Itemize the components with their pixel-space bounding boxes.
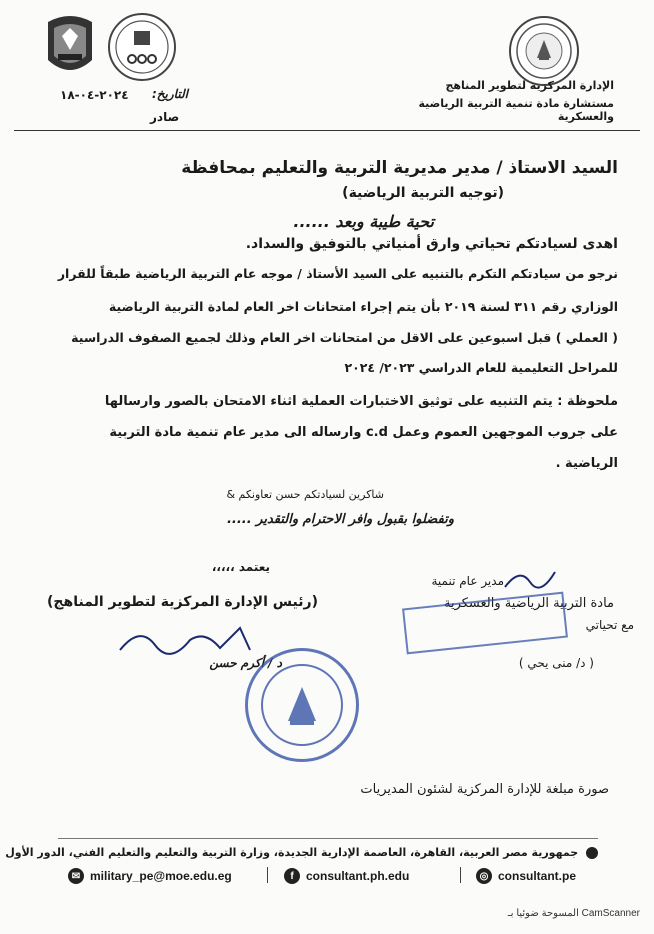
note-line-1: ملحوظة : يتم التنبيه على توثيق الاختبارات العملية اثناء الامتحان بالصور وارسالها: [104, 394, 618, 409]
footer-contacts: [62, 865, 602, 887]
greeting-line: تحية طيبة وبعد ......: [293, 212, 434, 231]
footer-address-text: جمهورية مصر العربية، القاهرة، العاصمة الإدارية الجديدة، وزارة التربية والتعليم والتعليم الفني، الدور الأول: [5, 846, 579, 859]
footer-email[interactable]: [62, 865, 232, 887]
footer-email-text: military_pe@moe.edu.eg: [90, 869, 232, 883]
closing-line: وتفضلوا بقبول وافر الاحترام والتقدير .....: [226, 512, 454, 527]
director-name: ( د/ منى يحي ): [518, 656, 594, 670]
paragraph-line-1: نرجو من سيادتكم التكرم بالتنبيه على السيد الأستاذ / موجه عام التربية الرياضية طبقاً للقرار: [57, 266, 618, 281]
head-title: (رئيس الإدارة المركزية لتطوير المناهج): [47, 594, 318, 610]
footer-separator: [267, 867, 268, 883]
paragraph-line-3: ( العملي ) قبل اسبوعين على الاقل من امتحانات اخر العام وذلك لجميع الصفوف الدراسية: [71, 330, 618, 345]
footer-address: [5, 846, 598, 859]
department-line: (توجيه التربية الرياضية): [342, 185, 504, 201]
date-label: التاريخ:: [152, 87, 188, 101]
official-stamp-left: [245, 648, 359, 762]
footer-facebook-text: consultant.ph.edu: [306, 869, 410, 883]
location-icon: [586, 847, 598, 859]
director-title-1: مدير عام تنمية: [431, 574, 504, 588]
note-line-3: الرياضية .: [555, 456, 618, 471]
ministry-seal-logo: [509, 16, 579, 86]
camscanner-watermark: المسوحة ضوئيا بـ CamScanner: [507, 908, 640, 919]
header-org-line1: الإدارة المركزية لتطوير المناهج: [445, 79, 614, 92]
footer-facebook[interactable]: [278, 865, 409, 887]
reference-label: صادر: [150, 110, 180, 124]
instagram-icon: ◎: [476, 868, 492, 884]
email-icon: ✉: [68, 868, 84, 884]
education-logo: [108, 13, 176, 81]
note-line-2: على جروب الموجهين العموم وعمل c.d وارساله الى مدير عام تنمية مادة التربية: [109, 425, 618, 440]
director-title-2: مادة التربية الرياضية والعسكرية: [443, 596, 614, 611]
facebook-icon: f: [284, 868, 300, 884]
thanks-line: شاكرين لسيادتكم حسن تعاونكم &: [226, 488, 384, 501]
footer-instagram-text: consultant.pe: [498, 869, 577, 883]
handwritten-signature-right: [500, 562, 560, 592]
head-name: د / أكرم حسن: [209, 656, 282, 670]
approve-label: يعتمد ،،،،،: [211, 560, 270, 574]
header-org-line2: مستشارة مادة تنمية التربية الرياضية والعسكرية: [418, 97, 614, 123]
handwritten-signature-left: [110, 620, 270, 660]
paragraph-line-4: للمراحل التعليمية للعام الدراسي ٢٠٢٣/ ٢٠٢٤: [344, 360, 618, 375]
footer-instagram[interactable]: [470, 865, 576, 887]
header-divider: [14, 130, 640, 131]
addressee-line: السيد الاستاذ / مدير مديرية التربية والتعليم بمحافظة: [181, 158, 618, 178]
footer-separator: [460, 867, 461, 883]
footer-divider: [58, 838, 598, 839]
official-stamp-right: [402, 592, 568, 655]
director-title-3: مع تحياتي: [585, 618, 634, 632]
intro-line: اهدى لسيادتكم تحياتي وارق أمنياتي بالتوفيق والسداد.: [245, 236, 618, 252]
copy-note: صورة مبلغة للإدارة المركزية لشئون المديريات: [360, 782, 609, 797]
date-value: ٢٠٢٤-٠٤-١٨: [60, 88, 129, 102]
paragraph-line-2: الوزاري رقم ٣١١ لسنة ٢٠١٩ بأن يتم إجراء امتحانات اخر العام لمادة التربية الرياضية: [108, 299, 618, 314]
sports-emblem-logo: [40, 10, 100, 82]
